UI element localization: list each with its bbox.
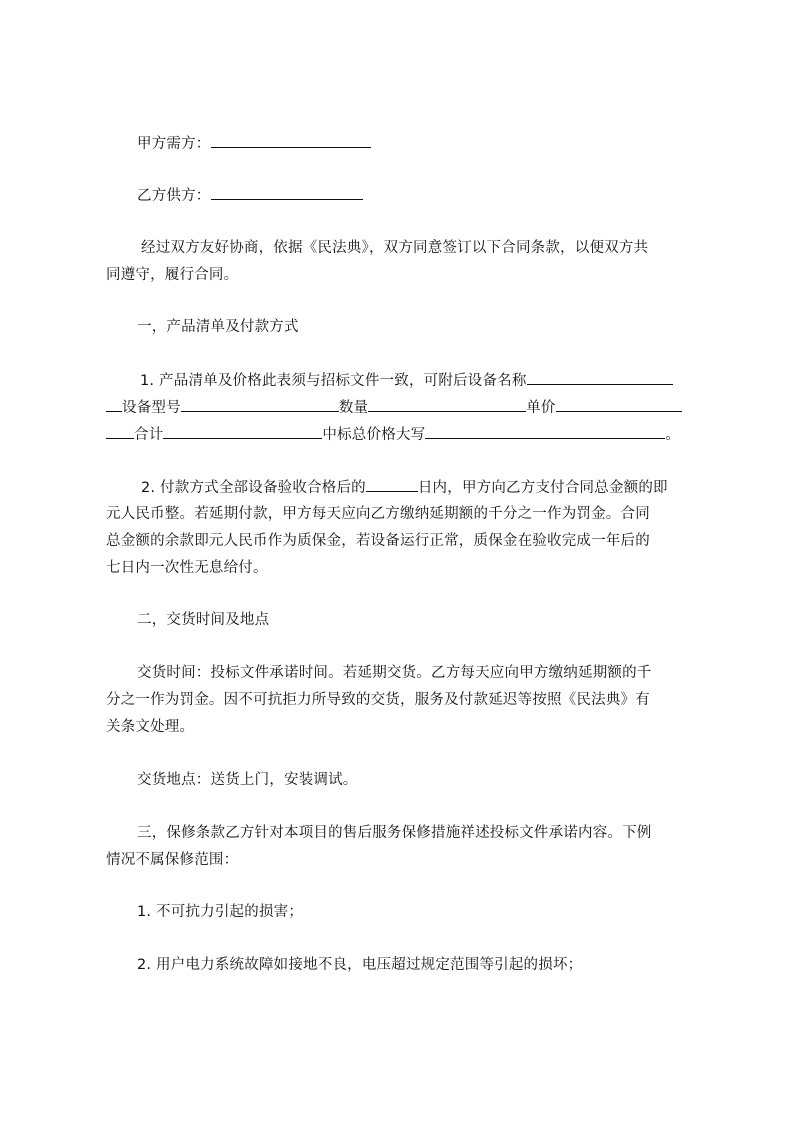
item-1-1-line-3 — [106, 424, 680, 445]
section-2-heading: 二，交货时间及地点 — [137, 612, 270, 628]
section-3-line-1: 三，保修条款乙方针对本项目的售后服务保修措施祥述投标文件承诺内容。下例 — [137, 825, 652, 841]
quantity-label: 数量 — [338, 400, 369, 416]
payment-text-before: 2. 付款方式全部设备验收合格后的 — [141, 480, 366, 496]
item-1-2-line-3: 总金额的余款即元人民币作为质保金，若设备运行正常，质保金在验收完成一年后的 — [106, 533, 650, 549]
device-name-blank[interactable] — [527, 370, 673, 385]
item-1-1-line-1 — [140, 370, 673, 391]
delivery-time-line-1: 交货时间：投标文件承诺时间。若延期交货。乙方每天应向甲方缴纳延期额的千 — [137, 665, 652, 681]
device-model-blank[interactable] — [181, 397, 339, 412]
bid-total-words-label: 中标总价格大写 — [322, 427, 426, 443]
unit-price-label: 单价 — [526, 400, 556, 416]
party-b-blank[interactable] — [211, 185, 363, 200]
section-1-heading: 一，产品清单及付款方式 — [137, 319, 299, 335]
party-b-label: 乙方供方： — [137, 188, 211, 204]
party-a-label: 甲方需方： — [137, 136, 211, 152]
warranty-exclusion-1: 1. 不可抗力引起的损害； — [137, 904, 304, 920]
preamble-line-1: 经过双方友好协商，依据《民法典》，双方同意签订以下合同条款，以便双方共 — [141, 240, 649, 256]
total-label: 合计 — [134, 427, 164, 443]
quantity-blank[interactable] — [368, 397, 526, 412]
warranty-exclusion-2: 2. 用户电力系统故障如接地不良，电压超过规定范围等引起的损坏； — [137, 957, 583, 973]
item-1-2-line-2: 元人民币整。若延期付款，甲方每天应向乙方缴纳延期额的千分之一作为罚金。合同 — [106, 506, 650, 522]
delivery-time-line-3: 关条文处理。 — [106, 719, 195, 735]
party-a-line — [137, 133, 371, 154]
item-1-2-line-4: 七日内一次性无息给付。 — [106, 560, 268, 576]
unit-price-blank-cont[interactable] — [106, 424, 134, 439]
unit-price-blank[interactable] — [556, 397, 682, 412]
item-1-1-text: 1. 产品清单及价格此表须与招标文件一致，可附后设备名称 — [140, 373, 527, 389]
item-1-1-line-2 — [106, 397, 682, 418]
bid-total-words-blank[interactable] — [425, 424, 665, 439]
section-3-line-2: 情况不属保修范围： — [106, 852, 239, 868]
total-blank[interactable] — [163, 424, 322, 439]
device-name-blank-cont[interactable] — [106, 397, 122, 412]
end-mark: 。 — [665, 427, 681, 443]
preamble-line-2: 同遵守，履行合同。 — [106, 267, 239, 283]
delivery-time-line-2: 分之一作为罚金。因不可抗拒力所导致的交货，服务及付款延迟等按照《民法典》有 — [106, 692, 650, 708]
party-b-line — [137, 185, 363, 206]
party-a-blank[interactable] — [211, 133, 371, 148]
payment-text-after: 日内，甲方向乙方支付合同总金额的即 — [417, 480, 668, 496]
item-1-2-line-1 — [141, 477, 668, 498]
payment-days-blank[interactable] — [366, 477, 418, 492]
device-model-label: 设备型号 — [122, 400, 181, 416]
delivery-place: 交货地点：送货上门，安装调试。 — [137, 772, 358, 788]
